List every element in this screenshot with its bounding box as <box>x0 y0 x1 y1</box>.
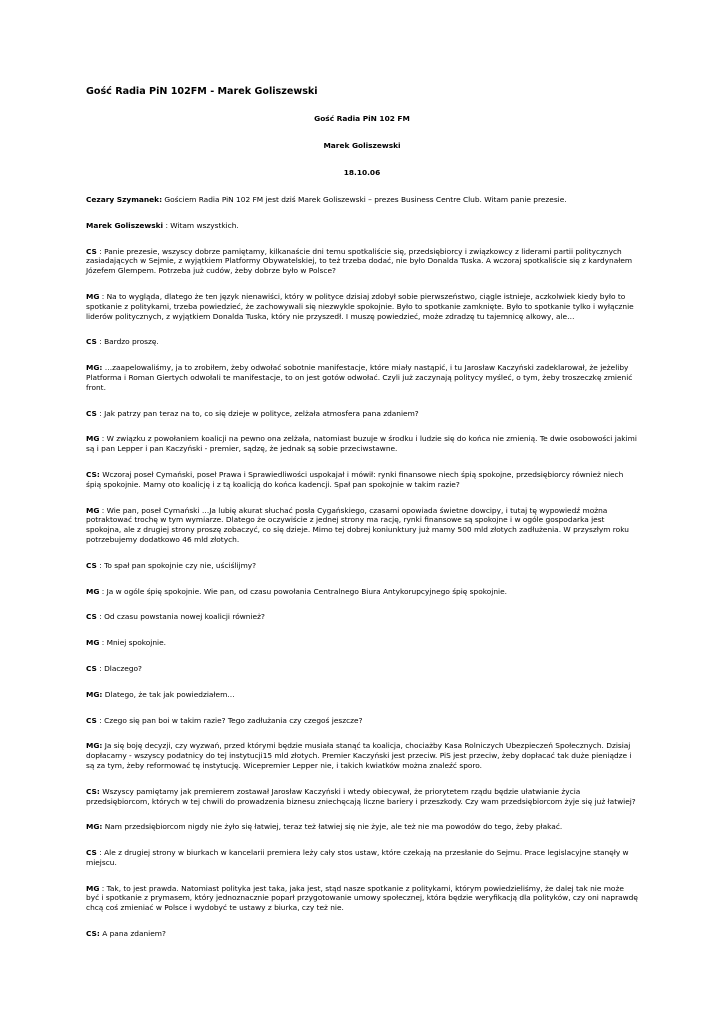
transcript-entry <box>86 664 638 674</box>
transcript-entry <box>86 337 638 347</box>
transcript <box>86 195 638 939</box>
speaker-label: MG <box>86 638 100 648</box>
entry-text: : Mniej spokojnie. <box>99 638 166 648</box>
speaker-label: CS <box>86 848 97 858</box>
header-station: Gość Radia PiN 102 FM <box>314 114 410 123</box>
document-page <box>86 86 638 955</box>
transcript-entry <box>86 195 638 205</box>
transcript-entry <box>86 822 638 832</box>
transcript-entry <box>86 470 638 490</box>
speaker-label: CS <box>86 612 97 622</box>
entry-text: Wczoraj poseł Cymański, poseł Prawa i Sprawiedliwości uspokajał i mówił: rynki finansowe niech śpią spokojne, przedsiębiorcy również niech śpią spokojnie. Mamy oto koalicję i z tą koalicją do końca kadencji. Spał pan spokojnie w takim razie? <box>86 469 624 489</box>
entry-text: : Na to wygląda, dlatego że ten język nienawiści, który w polityce dzisiaj zdobył sobie pierwszeństwo, ciągle istnieje, aczkolwiek kiedy było to spotkanie z politykami, trzeba powiedzieć, że zachowywali się niezwykle spokojnie. Było to spotkanie zamknięte. Było to spotkanie tylko i wyłącznie liderów politycznych, z wyjątkiem Donalda Tuska, który nie przyszedł. I muszę powiedzieć, może zdradzę tu tajemnicę alkowy, ale… <box>86 291 634 321</box>
entry-text: Wszyscy pamiętamy jak premierem zostawał Jarosław Kaczyński i wtedy obiecywał, że priorytetem rządu będzie ułatwianie życia przedsiębiorcom, których w tej chwili do prowadzenia biznesu zniechęcają liczne bariery i przeszkody. Czy wam przedsiębiorcom żyje się już łatwiej? <box>86 786 636 806</box>
transcript-entry <box>86 638 638 648</box>
speaker-label: CS: <box>86 469 100 479</box>
transcript-entry <box>86 506 638 545</box>
entry-text: : Dlaczego? <box>96 663 142 673</box>
entry-text: …zaapelowaliśmy, ja to zrobiłem, żeby odwołać sobotnie manifestacje, które miały nastąpić, i tu Jarosław Kaczyński zadeklarował, że jeżeliby Platforma i Roman Giertych odwołali te manifestacje, to on jest gotów odwołać. Czyli już zaczynają politycy myśleć, o tym, żeby troszeczkę zmienić front. <box>86 363 633 392</box>
speaker-label: MG: <box>86 363 103 373</box>
entry-text: A pana zdaniem? <box>99 929 166 939</box>
entry-text: : Ale z drugiej strony w biurkach w kancelarii premiera leży cały stos ustaw, które czekają na przesłanie do Sejmu. Prace legislacyjne stanęły w miejscu. <box>86 848 629 867</box>
speaker-label: Cezary Szymanek: <box>86 195 163 204</box>
transcript-entry <box>86 561 638 571</box>
transcript-entry <box>86 929 638 939</box>
speaker-label: CS: <box>86 786 100 796</box>
entry-text: Ja się boję decyzji, czy wyzwań, przed którymi będzie musiała stanąć ta koalicja, chociażby Kasa Rolniczych Ubezpieczeń Społecznych. Dzisiaj dopłacamy - wszyscy podatnicy do tej instytucji15 mld złotych. Premier Kaczyński jest przeciw. PiS jest przeciw, żeby dopłacać tak duże pieniądze i są za tym, żeby reformować tę instytucję. Wicepremier Lepper nie, i takich kwiatków można znaleźć sporo. <box>86 741 632 770</box>
transcript-entry <box>86 716 638 726</box>
transcript-entry <box>86 363 638 392</box>
speaker-label: CS <box>86 337 97 347</box>
entry-text: : To spał pan spokojnie czy nie, uściślijmy? <box>96 560 257 570</box>
transcript-entry <box>86 221 638 231</box>
transcript-entry <box>86 434 638 454</box>
speaker-label: MG <box>86 505 100 515</box>
entry-text: : Wie pan, poseł Cymański …Ja lubię akurat słuchać posła Cygańskiego, czasami opowiada świetne dowcipy, i tutaj tę wypowiedź można potraktować trochę w tym wymiarze. Dlatego że oczywiście z jednej strony ma rację, rynki finansowe są spokojne i w ogóle gospodarka jest spokojna, ale z drugiej strony proszę zobaczyć, co się dzieje. Mimo tej dobrej koniunktury już mamy 500 mld złotych zadłużenia. W przyszłym roku potrzebujemy dodatkowo 46 mld złotych. <box>86 505 629 544</box>
entry-text: : Tak, to jest prawda. Natomiast polityka jest taka, jaka jest, stąd nasze spotkanie z politykami, którym powiedzieliśmy, że dalej tak nie może być i spotkanie z prymasem, który jednoznacznie poparł przygotowanie umowy społecznej, która będzie weryfikacją dla polityków, czy oni naprawdę chcą coś zmieniać w Polsce i wydobyć te ustawy z biurka, czy też nie. <box>86 883 638 913</box>
entry-text: : Czego się pan boi w takim razie? Tego zadłużania czy czegoś jeszcze? <box>96 715 363 725</box>
entry-text: : Bardzo proszę. <box>96 337 159 347</box>
speaker-label: MG <box>86 291 100 301</box>
speaker-label: CS <box>86 663 97 673</box>
entry-text: : Panie prezesie, wszyscy dobrze pamiętamy, kilkanaście dni temu spotkaliście się, przedsiębiorcy i związkowcy z liderami partii politycznych zasiadających w Sejmie, z wyjątkiem Platformy Obywatelskiej, to też trzeba dodać, nie było Donalda Tuska. A wczoraj spotkaliście się z kardynałem Józefem Glempem. Potrzeba już cudów, żeby dobrze było w Polsce? <box>86 246 633 276</box>
transcript-entry <box>86 292 638 321</box>
transcript-entry <box>86 690 638 700</box>
entry-text: : Jak patrzy pan teraz na to, co się dzieje w polityce, zelżała atmosfera pana zdaniem? <box>96 408 419 418</box>
speaker-label: MG <box>86 434 100 444</box>
entry-text: Nam przedsiębiorcom nigdy nie żyło się łatwiej, teraz też łatwiej się nie żyje, ale też nie ma powodów do tego, żeby płakać. <box>102 822 563 832</box>
document-title: Gość Radia PiN 102FM - Marek Goliszewski <box>86 86 318 97</box>
entry-text: : W związku z powołaniem koalicji na pewno ona zelżała, natomiast buzuje w środku i ludzie się do końca nie zmienią. Te dwie osobowości jakimi są i pan Lepper i pan Kaczyński - premier, sądzę, że jednak są sobie przeciwstawne. <box>86 434 637 454</box>
transcript-entry <box>86 587 638 597</box>
transcript-entry <box>86 884 638 913</box>
transcript-entry <box>86 787 638 807</box>
transcript-entry <box>86 247 638 276</box>
entry-text: : Od czasu powstania nowej koalicji również? <box>96 612 265 622</box>
speaker-label: CS <box>86 560 97 570</box>
entry-text: Gościem Radia PiN 102 FM jest dziś Marek Goliszewski – prezes Business Centre Club. Witam panie prezesie. <box>162 195 567 204</box>
header-guest: Marek Goliszewski <box>323 141 401 150</box>
speaker-label: MG <box>86 586 100 596</box>
transcript-entry <box>86 741 638 770</box>
speaker-label: MG <box>86 883 100 893</box>
speaker-label: Marek Goliszewski <box>86 220 164 230</box>
speaker-label: CS: <box>86 929 100 939</box>
speaker-label: MG: <box>86 689 103 699</box>
entry-text: Dlatego, że tak jak powiedziałem… <box>102 689 235 699</box>
speaker-label: CS <box>86 715 97 725</box>
speaker-label: MG: <box>86 741 103 751</box>
transcript-entry <box>86 409 638 419</box>
speaker-label: MG: <box>86 822 103 832</box>
transcript-entry <box>86 848 638 868</box>
header-date: 18.10.06 <box>343 168 381 177</box>
transcript-entry <box>86 612 638 622</box>
entry-text: : Witam wszystkich. <box>163 220 239 230</box>
speaker-label: CS <box>86 408 97 418</box>
speaker-label: CS <box>86 246 97 256</box>
entry-text: : Ja w ogóle śpię spokojnie. Wie pan, od czasu powołania Centralnego Biura Antykorupcyjnego śpię spokojnie. <box>99 586 507 596</box>
